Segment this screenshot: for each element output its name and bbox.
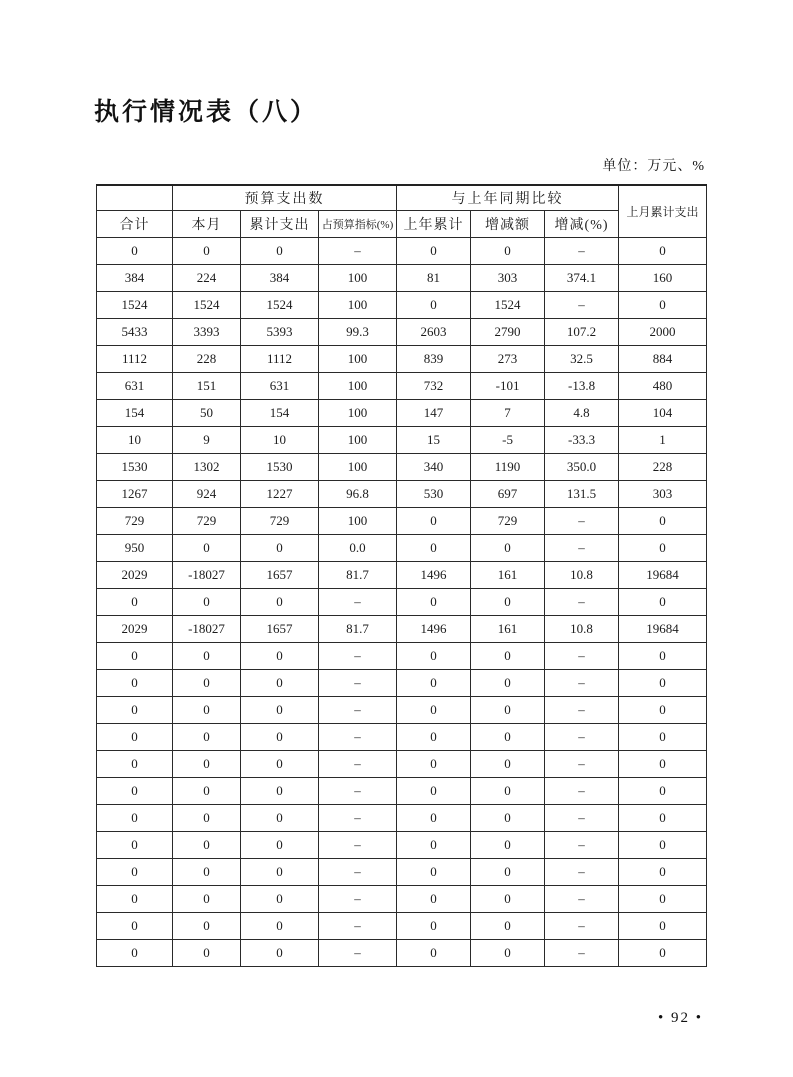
table-cell: 0 [471, 858, 545, 885]
table-cell: 2790 [471, 318, 545, 345]
table-cell: – [545, 669, 619, 696]
table-row [97, 696, 707, 723]
table-cell: 0 [619, 750, 707, 777]
table-header-row-subs [97, 210, 707, 237]
table-cell: -18027 [173, 561, 241, 588]
table-cell: 0 [619, 696, 707, 723]
table-cell: 0 [241, 885, 319, 912]
table-cell: – [545, 696, 619, 723]
table-cell: 530 [397, 480, 471, 507]
table-cell: 100 [319, 399, 397, 426]
table-cell: 1524 [241, 291, 319, 318]
table-cell: – [319, 885, 397, 912]
table-cell: 0 [619, 237, 707, 264]
table-cell: 0 [471, 912, 545, 939]
table-cell: 10 [241, 426, 319, 453]
table-cell: 0 [397, 750, 471, 777]
header-pct-of-budget: 占预算指标(%) [319, 210, 397, 237]
table-cell: 0 [397, 507, 471, 534]
table-cell: 131.5 [545, 480, 619, 507]
table-cell: 374.1 [545, 264, 619, 291]
table-cell: 0 [241, 939, 319, 966]
table-cell: 0 [471, 642, 545, 669]
table-cell: 729 [173, 507, 241, 534]
table-cell: 2603 [397, 318, 471, 345]
table-cell: 0 [173, 588, 241, 615]
table-row [97, 345, 707, 372]
table-cell: 100 [319, 453, 397, 480]
table-cell: 0 [397, 885, 471, 912]
table-cell: 228 [173, 345, 241, 372]
table-cell: 81.7 [319, 615, 397, 642]
header-cumulative-expenditure: 累计支出 [241, 210, 319, 237]
table-cell: 950 [97, 534, 173, 561]
table-row [97, 777, 707, 804]
table-cell: – [545, 912, 619, 939]
table-cell: 1657 [241, 561, 319, 588]
table-cell: 0 [97, 588, 173, 615]
table-cell: 1530 [97, 453, 173, 480]
header-last-year-cumulative: 上年累计 [397, 210, 471, 237]
table-cell: – [545, 831, 619, 858]
table-cell: 1 [619, 426, 707, 453]
table-cell: 480 [619, 372, 707, 399]
table-cell: – [545, 588, 619, 615]
table-cell: 0 [97, 885, 173, 912]
table-cell: 0 [97, 858, 173, 885]
group-header-budget: 预算支出数 [173, 185, 397, 210]
table-cell: 0 [97, 669, 173, 696]
table-cell: 0 [619, 669, 707, 696]
table-cell: 0 [241, 588, 319, 615]
table-row [97, 642, 707, 669]
table-cell: 1524 [173, 291, 241, 318]
table-cell: 0 [471, 885, 545, 912]
table-cell: 81 [397, 264, 471, 291]
table-cell: 160 [619, 264, 707, 291]
table-cell: 0 [173, 237, 241, 264]
table-cell: 100 [319, 264, 397, 291]
table-cell: 7 [471, 399, 545, 426]
table-cell: 0.0 [319, 534, 397, 561]
table-cell: 50 [173, 399, 241, 426]
table-cell: 10 [97, 426, 173, 453]
table-cell: 0 [241, 777, 319, 804]
table-cell: 924 [173, 480, 241, 507]
table-cell: 0 [397, 237, 471, 264]
table-cell: 0 [471, 777, 545, 804]
table-cell: – [319, 588, 397, 615]
table-row [97, 804, 707, 831]
table-cell: – [545, 507, 619, 534]
table-cell: -101 [471, 372, 545, 399]
table-cell: 81.7 [319, 561, 397, 588]
table-cell: – [545, 534, 619, 561]
table-row [97, 534, 707, 561]
table-cell: 0 [97, 750, 173, 777]
table-cell: 0 [619, 858, 707, 885]
table-cell: 0 [97, 939, 173, 966]
table-cell: 0 [241, 237, 319, 264]
table-cell: 15 [397, 426, 471, 453]
table-cell: 0 [397, 696, 471, 723]
table-cell: – [319, 669, 397, 696]
table-cell: 0 [173, 669, 241, 696]
table-cell: 228 [619, 453, 707, 480]
table-cell: 732 [397, 372, 471, 399]
table-cell: – [319, 858, 397, 885]
table-cell: 0 [619, 777, 707, 804]
table-cell: 10.8 [545, 615, 619, 642]
table-cell: 0 [397, 831, 471, 858]
table-row [97, 723, 707, 750]
table-cell: 99.3 [319, 318, 397, 345]
table-row [97, 588, 707, 615]
table-row [97, 291, 707, 318]
table-cell: 0 [471, 750, 545, 777]
table-cell: 1496 [397, 561, 471, 588]
table-cell: 224 [173, 264, 241, 291]
table-cell: -13.8 [545, 372, 619, 399]
header-change-pct: 增减(%) [545, 210, 619, 237]
table-cell: 303 [619, 480, 707, 507]
table-cell: 729 [471, 507, 545, 534]
table-cell: 0 [173, 804, 241, 831]
table-cell: 0 [97, 642, 173, 669]
table-cell: – [545, 642, 619, 669]
execution-table [96, 184, 707, 967]
table-cell: 19684 [619, 561, 707, 588]
page-number: • 92 • [657, 1010, 703, 1026]
table-cell: 147 [397, 399, 471, 426]
table-cell: 9 [173, 426, 241, 453]
table-cell: 0 [173, 912, 241, 939]
table-cell: 154 [97, 399, 173, 426]
table-row [97, 750, 707, 777]
table-cell: 1190 [471, 453, 545, 480]
table-cell: 0 [471, 588, 545, 615]
table-cell: 0 [619, 588, 707, 615]
table-row [97, 318, 707, 345]
table-cell: 0 [397, 723, 471, 750]
header-total: 合计 [97, 210, 173, 237]
table-cell: 5433 [97, 318, 173, 345]
table-cell: 0 [173, 858, 241, 885]
table-cell: 384 [241, 264, 319, 291]
table-cell: 32.5 [545, 345, 619, 372]
table-cell: 10.8 [545, 561, 619, 588]
table-cell: 0 [241, 642, 319, 669]
table-cell: 340 [397, 453, 471, 480]
header-this-month: 本月 [173, 210, 241, 237]
table-cell: 303 [471, 264, 545, 291]
table-cell: 0 [471, 696, 545, 723]
table-cell: 0 [397, 939, 471, 966]
table-cell: 0 [619, 534, 707, 561]
table-cell: 0 [241, 669, 319, 696]
table-cell: 104 [619, 399, 707, 426]
table-cell: 0 [241, 723, 319, 750]
table-cell: 2029 [97, 615, 173, 642]
table-cell: 0 [471, 723, 545, 750]
table-cell: – [545, 804, 619, 831]
table-cell: 0 [241, 912, 319, 939]
table-row [97, 507, 707, 534]
table-cell: – [545, 723, 619, 750]
table-cell: 1657 [241, 615, 319, 642]
table-cell: – [319, 777, 397, 804]
table-cell: 0 [471, 831, 545, 858]
table-cell: – [545, 858, 619, 885]
table-cell: -18027 [173, 615, 241, 642]
table-cell: – [319, 831, 397, 858]
table-cell: 0 [173, 723, 241, 750]
table-cell: 350.0 [545, 453, 619, 480]
table-row [97, 615, 707, 642]
table-cell: 1227 [241, 480, 319, 507]
table-cell: 631 [97, 372, 173, 399]
table-cell: 0 [619, 723, 707, 750]
table-cell: 1524 [97, 291, 173, 318]
table-cell: – [319, 642, 397, 669]
table-cell: 0 [471, 804, 545, 831]
table-cell: 0 [619, 912, 707, 939]
table-row [97, 912, 707, 939]
corner-cell [97, 185, 173, 210]
table-header [97, 185, 707, 237]
table-cell: 100 [319, 291, 397, 318]
table-cell: 0 [397, 777, 471, 804]
table-cell: 96.8 [319, 480, 397, 507]
table-cell: 0 [397, 588, 471, 615]
table-cell: 0 [619, 885, 707, 912]
table-cell: 0 [97, 777, 173, 804]
table-row [97, 399, 707, 426]
table-cell: – [319, 804, 397, 831]
table-cell: 0 [241, 831, 319, 858]
table-cell: 2029 [97, 561, 173, 588]
table-cell: 0 [173, 777, 241, 804]
table-row [97, 561, 707, 588]
table-cell: 19684 [619, 615, 707, 642]
table-row [97, 858, 707, 885]
table-cell: 0 [397, 642, 471, 669]
table-cell: 0 [173, 534, 241, 561]
table-cell: 0 [241, 750, 319, 777]
table-cell: – [545, 237, 619, 264]
table-cell: 0 [397, 912, 471, 939]
table-cell: 729 [241, 507, 319, 534]
table-cell: – [319, 237, 397, 264]
table-cell: 107.2 [545, 318, 619, 345]
table-cell: 2000 [619, 318, 707, 345]
table-cell: 0 [241, 858, 319, 885]
table-row [97, 480, 707, 507]
group-header-compare: 与上年同期比较 [397, 185, 619, 210]
table-row [97, 372, 707, 399]
table-cell: 0 [397, 804, 471, 831]
table-cell: 631 [241, 372, 319, 399]
table-cell: 1112 [241, 345, 319, 372]
table-cell: 5393 [241, 318, 319, 345]
table-cell: 1524 [471, 291, 545, 318]
table-cell: 1112 [97, 345, 173, 372]
table-cell: 100 [319, 345, 397, 372]
table-cell: 0 [471, 534, 545, 561]
table-cell: 161 [471, 615, 545, 642]
table-row [97, 885, 707, 912]
table-cell: 0 [241, 804, 319, 831]
table-cell: 273 [471, 345, 545, 372]
table-row [97, 453, 707, 480]
table-cell: 0 [97, 696, 173, 723]
table-cell: 0 [471, 669, 545, 696]
table-cell: 0 [619, 291, 707, 318]
table-cell: 0 [397, 669, 471, 696]
table-cell: – [545, 939, 619, 966]
table-cell: 0 [619, 507, 707, 534]
table-cell: 0 [471, 939, 545, 966]
table-cell: 0 [173, 831, 241, 858]
table-cell: 0 [97, 804, 173, 831]
table-body [97, 237, 707, 966]
table-cell: 729 [97, 507, 173, 534]
table-cell: 100 [319, 426, 397, 453]
table-cell: 1530 [241, 453, 319, 480]
table-cell: – [319, 723, 397, 750]
table-cell: – [319, 912, 397, 939]
table-cell: 3393 [173, 318, 241, 345]
table-cell: 384 [97, 264, 173, 291]
table-cell: 154 [241, 399, 319, 426]
table-cell: 0 [397, 858, 471, 885]
table-cell: 0 [241, 696, 319, 723]
table-cell: 0 [173, 642, 241, 669]
table-cell: -5 [471, 426, 545, 453]
table-cell: 151 [173, 372, 241, 399]
table-cell: 839 [397, 345, 471, 372]
table-cell: 0 [173, 885, 241, 912]
table-cell: 884 [619, 345, 707, 372]
table-cell: 0 [173, 696, 241, 723]
table-cell: 697 [471, 480, 545, 507]
table-cell: 0 [97, 831, 173, 858]
table-cell: 1302 [173, 453, 241, 480]
table-cell: 0 [619, 804, 707, 831]
header-change-amount: 增减额 [471, 210, 545, 237]
table-row [97, 669, 707, 696]
table-cell: 100 [319, 372, 397, 399]
table-cell: 0 [619, 642, 707, 669]
table-cell: 0 [397, 534, 471, 561]
table-cell: 0 [619, 831, 707, 858]
table-cell: 0 [173, 939, 241, 966]
table-cell: 1267 [97, 480, 173, 507]
table-cell: – [319, 696, 397, 723]
table-cell: 0 [97, 237, 173, 264]
table-cell: – [545, 291, 619, 318]
table-cell: 0 [397, 291, 471, 318]
table-cell: 100 [319, 507, 397, 534]
table-header-row-groups [97, 185, 707, 210]
table-cell: – [545, 750, 619, 777]
table-row [97, 264, 707, 291]
table-cell: 161 [471, 561, 545, 588]
unit-note: 单位：万元、% [602, 159, 705, 174]
table-cell: 0 [619, 939, 707, 966]
table-cell: – [319, 750, 397, 777]
table-cell: 0 [97, 723, 173, 750]
table-cell: 0 [97, 912, 173, 939]
table-cell: – [319, 939, 397, 966]
table-cell: 4.8 [545, 399, 619, 426]
page-title: 执行情况表（八） [94, 99, 319, 126]
table-row [97, 426, 707, 453]
table-cell: – [545, 885, 619, 912]
table-row [97, 237, 707, 264]
table-row [97, 831, 707, 858]
table-cell: 0 [241, 534, 319, 561]
table-cell: 1496 [397, 615, 471, 642]
table-cell: 0 [471, 237, 545, 264]
table-cell: – [545, 777, 619, 804]
table-row [97, 939, 707, 966]
table-cell: -33.3 [545, 426, 619, 453]
table-cell: 0 [173, 750, 241, 777]
header-last-month-cumulative: 上月累计支出 [619, 185, 707, 237]
